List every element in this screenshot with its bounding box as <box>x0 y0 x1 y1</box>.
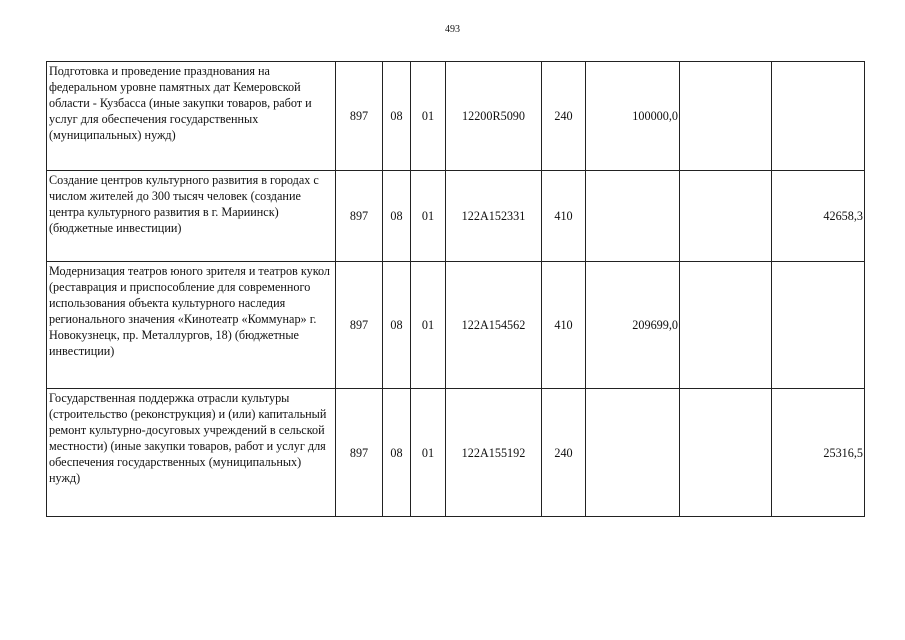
subsection-code-cell: 01 <box>411 62 446 171</box>
table-row <box>47 389 865 517</box>
amount-cell-3 <box>772 62 865 171</box>
amount-cell-2 <box>680 389 772 517</box>
row-name-cell: Государственная поддержка отрасли культуры (строительство (реконструкция) и (или) капитальный ремонт культурно-досуговых учреждений в сельской местности) (иные закупки товаров, работ и услуг для обеспечения государственных (муниципальных) нужд) <box>47 389 336 517</box>
expense-type-cell: 410 <box>542 171 586 262</box>
amount-cell-1: 100000,0 <box>586 62 680 171</box>
budget-table <box>46 61 865 517</box>
ministry-code-cell: 897 <box>336 389 383 517</box>
row-name-cell: Модернизация театров юного зрителя и театров кукол (реставрация и приспособление для современного использования объекта культурного наследия регионального значения «Кинотеатр «Коммунар» г. Новокузнецк, пр. Металлургов, 18) (бюджетные инвестиции) <box>47 262 336 389</box>
section-code-cell: 08 <box>383 262 411 389</box>
table-row <box>47 171 865 262</box>
table-row <box>47 262 865 389</box>
ministry-code-cell: 897 <box>336 171 383 262</box>
subsection-code-cell: 01 <box>411 389 446 517</box>
section-code-cell: 08 <box>383 62 411 171</box>
amount-cell-1 <box>586 389 680 517</box>
amount-cell-3 <box>772 262 865 389</box>
target-article-cell: 122A154562 <box>446 262 542 389</box>
target-article-cell: 122A155192 <box>446 389 542 517</box>
amount-cell-2 <box>680 171 772 262</box>
target-article-cell: 122A152331 <box>446 171 542 262</box>
amount-cell-3: 25316,5 <box>772 389 865 517</box>
subsection-code-cell: 01 <box>411 171 446 262</box>
amount-cell-2 <box>680 262 772 389</box>
section-code-cell: 08 <box>383 171 411 262</box>
row-name-cell: Создание центров культурного развития в городах с числом жителей до 300 тысяч человек (создание центра культурного развития в г. Мариинск) (бюджетные инвестиции) <box>47 171 336 262</box>
page-number: 493 <box>445 24 460 35</box>
expense-type-cell: 240 <box>542 62 586 171</box>
section-code-cell: 08 <box>383 389 411 517</box>
amount-cell-1 <box>586 171 680 262</box>
subsection-code-cell: 01 <box>411 262 446 389</box>
amount-cell-1: 209699,0 <box>586 262 680 389</box>
ministry-code-cell: 897 <box>336 62 383 171</box>
expense-type-cell: 410 <box>542 262 586 389</box>
amount-cell-2 <box>680 62 772 171</box>
ministry-code-cell: 897 <box>336 262 383 389</box>
amount-cell-3: 42658,3 <box>772 171 865 262</box>
row-name-cell: Подготовка и проведение празднования на федеральном уровне памятных дат Кемеровской области - Кузбасса (иные закупки товаров, работ и услуг для обеспечения государственных (муниципальных) нужд) <box>47 62 336 171</box>
expense-type-cell: 240 <box>542 389 586 517</box>
target-article-cell: 12200R5090 <box>446 62 542 171</box>
table-row <box>47 62 865 171</box>
